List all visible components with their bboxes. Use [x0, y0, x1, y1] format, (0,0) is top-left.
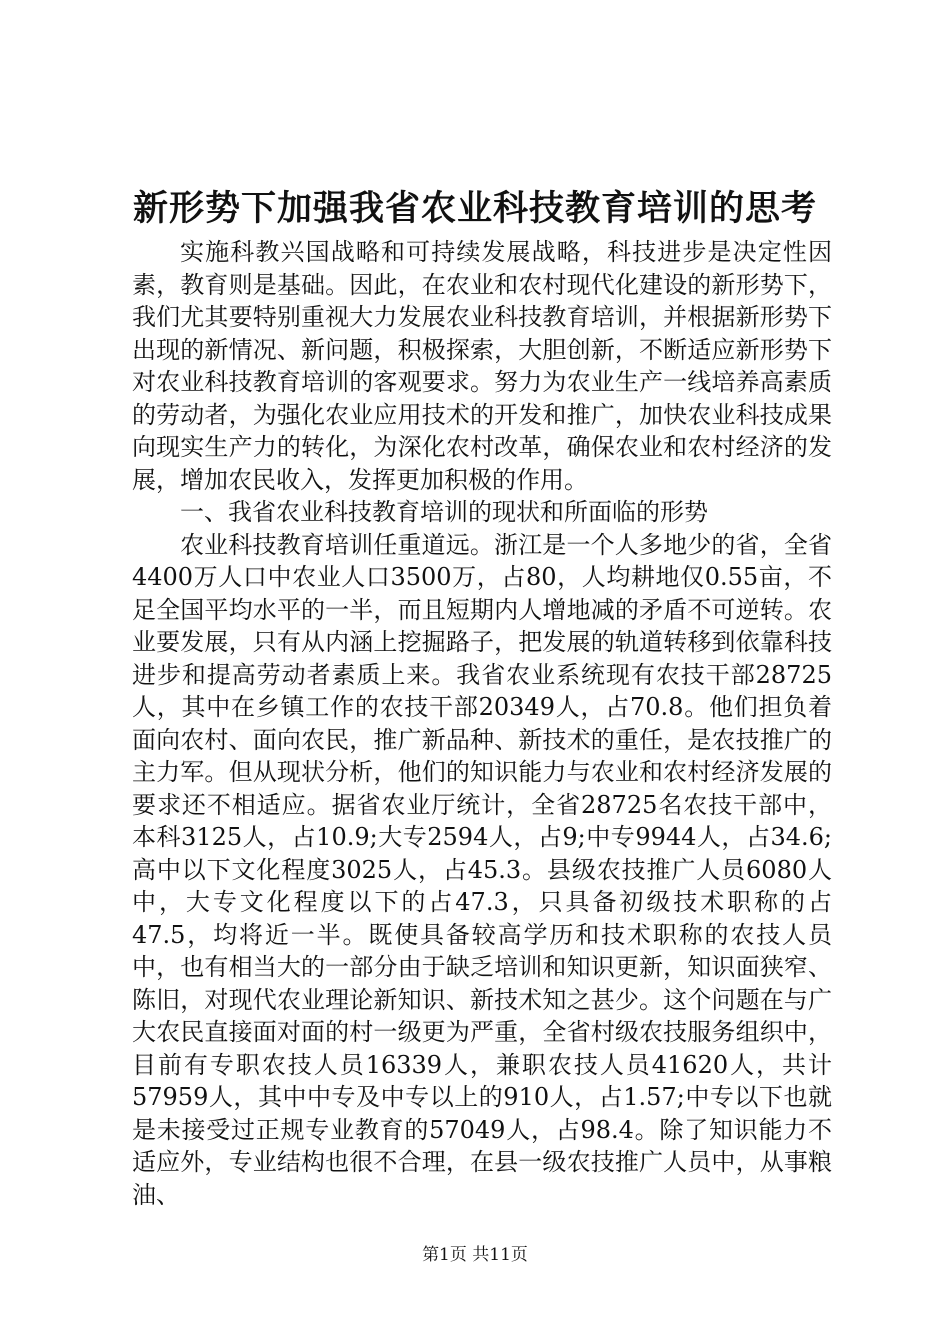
page-footer: 第1页 共11页 — [422, 1245, 528, 1265]
paragraph-intro: 实施科教兴国战略和可持续发展战略，科技进步是决定性因素，教育则是基础。因此，在农业和农村现代化建设的新形势下，我们尤其要特别重视大力发展农业科技教育培训，并根据新形势下出现的新情况、新问题，积极探索，大胆创新，不断适应新形势下对农业科技教育培训的客观要求。努力为农业生产一线培养高素质的劳动者，为强化农业应用技术的开发和推广，加快农业科技成果向现实生产力的转化，为深化农村改革，确保农业和农村经济的发展，增加农民收入，发挥更加积极的作用。 — [132, 238, 832, 494]
document-title: 新形势下加强我省农业科技教育培训的思考 — [132, 188, 817, 229]
paragraph-status: 农业科技教育培训任重道远。浙江是一个人多地少的省，全省4400万人口中农业人口3500万，占80，人均耕地仅0.55亩，不足全国平均水平的一半，而且短期内人增地减的矛盾不可逆转。农业要发展，只有从内涵上挖掘路子，把发展的轨道转移到依靠科技进步和提高劳动者素质上来。我省农业系统现有农技干部28725人，其中在乡镇工作的农技干部20349人，占70.8。他们担负着面向农村、面向农民，推广新品种、新技术的重任，是农技推广的主力军。但从现状分析，他们的知识能力与农业和农村经济发展的要求还不相适应。据省农业厅统计，全省28725名农技干部中，本科3125人，占10.9;大专2594人，占9;中专9944人，占34.6;高中以下文化程度3025人，占45.3。县级农技推广人员6080人中，大专文化程度以下的占47.3，只具备初级技术职称的占47.5，均将近一半。既使具备较高学历和技术职称的农技人员中，也有相当大的一部分由于缺乏培训和知识更新，知识面狭窄、陈旧，对现代农业理论新知识、新技术知之甚少。这个问题在与广大农民直接面对面的村一级更为严重，全省村级农技服务组织中，目前有专职农技人员16339人，兼职农技人员41620人，共计57959人，其中中专及中专以上的910人，占1.57;中专以下也就是未接受过正规专业教育的57049人，占98.4。除了知识能力不适应外，专业结构也很不合理，在县一级农技推广人员中，从事粮油、 — [132, 530, 832, 1209]
document-body — [132, 236, 832, 1211]
section-heading: 一、我省农业科技教育培训的现状和所面临的形势 — [180, 498, 708, 526]
